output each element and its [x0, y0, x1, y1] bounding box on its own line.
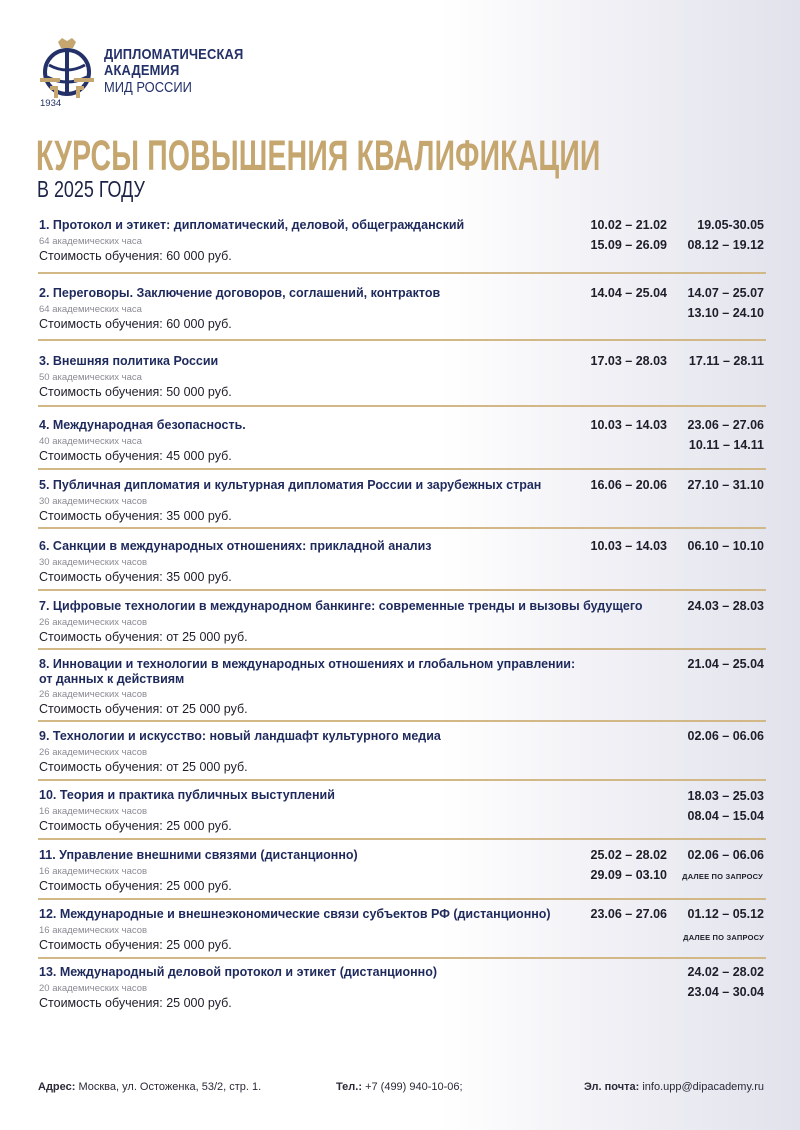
course-date: 18.03 – 25.03 [687, 789, 764, 803]
course-title: 4. Международная безопасность. [39, 418, 246, 432]
course-date: 02.06 – 06.06 [687, 848, 764, 862]
divider [38, 838, 766, 840]
course-price: Стоимость обучения: 35 000 руб. [39, 509, 232, 523]
course-title: 3. Внешняя политика России [39, 354, 219, 368]
page-title: КУРСЫ ПОВЫШЕНИЯ КВАЛИФИКАЦИИ [36, 132, 601, 180]
divider [38, 648, 766, 650]
course-title: 2. Переговоры. Заключение договоров, соглашений, контрактов [39, 286, 441, 300]
course-title: 13. Международный деловой протокол и этикет (дистанционно) [39, 965, 438, 979]
course-hours: 26 академических часов [39, 747, 148, 758]
course-date: 27.10 – 31.10 [687, 478, 764, 492]
course-title: 6. Санкции в международных отношениях: прикладной анализ [39, 539, 432, 553]
course-date: 10.02 – 21.02 [590, 218, 667, 232]
course-price: Стоимость обучения: 25 000 руб. [39, 938, 232, 952]
course-date: 16.06 – 20.06 [590, 478, 667, 492]
divider [38, 779, 766, 781]
course-hours: 30 академических часов [39, 496, 148, 507]
email-label: Эл. почта: [583, 1081, 640, 1093]
course-hours: 16 академических часов [39, 925, 148, 936]
footer-email [584, 1081, 764, 1093]
course-date: 01.12 – 05.12 [687, 907, 764, 921]
course-date: 10.03 – 14.03 [590, 418, 667, 432]
logo-text [104, 47, 266, 96]
course-hours: 26 академических часов [39, 617, 148, 628]
divider [38, 957, 766, 959]
course-date: 10.11 – 14.11 [688, 438, 764, 452]
course-price: Стоимость обучения: 25 000 руб. [39, 879, 232, 893]
course-hours: 40 академических часа [39, 436, 142, 447]
course-date: 23.06 – 27.06 [687, 418, 764, 432]
footer-address [38, 1081, 261, 1093]
divider [38, 589, 766, 591]
divider [38, 898, 766, 900]
course-note: ДАЛЕЕ ПО ЗАПРОСУ [683, 933, 764, 942]
course-date: 13.10 – 24.10 [687, 306, 764, 320]
logo-line-3: МИД РОССИИ [104, 79, 192, 96]
course-date: 10.03 – 14.03 [590, 539, 667, 553]
divider [38, 339, 766, 341]
course-date: 17.11 – 28.11 [688, 354, 764, 368]
page-subtitle: В 2025 ГОДУ [37, 176, 145, 202]
divider [38, 272, 766, 274]
phone-label: Тел.: [336, 1081, 362, 1093]
course-date: 29.09 – 03.10 [590, 868, 667, 882]
course-price: Стоимость обучения: 25 000 руб. [39, 996, 232, 1010]
course-title: 8. Инновации и технологии в международных отношениях и глобальном управлении: [39, 657, 576, 671]
course-date: 06.10 – 10.10 [687, 539, 764, 553]
course-date: 08.12 – 19.12 [687, 238, 764, 252]
course-hours: 16 академических часов [39, 806, 148, 817]
course-price: Стоимость обучения: 60 000 руб. [39, 249, 232, 263]
course-title-line-2: от данных к действиям [39, 672, 185, 686]
divider [38, 468, 766, 470]
course-date: 19.05-30.05 [697, 218, 764, 232]
course-hours: 26 академических часов [39, 689, 148, 700]
course-date: 14.07 – 25.07 [687, 286, 764, 300]
course-date: 24.03 – 28.03 [687, 599, 764, 613]
course-title: 7. Цифровые технологии в международном банкинге: современные тренды и вызовы будущего [39, 599, 643, 613]
course-hours: 64 академических часа [39, 236, 142, 247]
phone-value[interactable]: +7 (499) 940-10-06; [365, 1081, 463, 1093]
divider [38, 405, 766, 407]
course-date: 17.03 – 28.03 [590, 354, 667, 368]
course-hours: 50 академических часа [39, 372, 142, 383]
email-link[interactable]: info.upp@dipacademy.ru [642, 1081, 764, 1093]
course-date: 21.04 – 25.04 [687, 657, 764, 671]
course-title: 9. Технологии и искусство: новый ландшафт культурного медиа [39, 729, 441, 743]
course-price: Стоимость обучения: 60 000 руб. [39, 317, 232, 331]
divider [38, 527, 766, 529]
course-price: Стоимость обучения: от 25 000 руб. [39, 760, 248, 774]
course-title: 1. Протокол и этикет: дипломатический, деловой, общегражданский [39, 218, 465, 232]
course-date: 02.06 – 06.06 [687, 729, 764, 743]
course-price: Стоимость обучения: от 25 000 руб. [39, 630, 248, 644]
course-note: ДАЛЕЕ ПО ЗАПРОСУ [682, 872, 763, 881]
course-date: 23.06 – 27.06 [590, 907, 667, 921]
course-price: Стоимость обучения: 45 000 руб. [39, 449, 232, 463]
course-price: Стоимость обучения: 50 000 руб. [39, 385, 232, 399]
course-price: Стоимость обучения: от 25 000 руб. [39, 702, 248, 716]
course-date: 08.04 – 15.04 [687, 809, 764, 823]
course-title: 11. Управление внешними связями (дистанционно) [39, 848, 358, 862]
course-title: 10. Теория и практика публичных выступлений [39, 788, 335, 802]
course-hours: 30 академических часов [39, 557, 148, 568]
address-value: Москва, ул. Остоженка, 53/2, стр. 1. [78, 1081, 262, 1093]
course-date: 24.02 – 28.02 [687, 965, 764, 979]
course-title: 5. Публичная дипломатия и культурная дипломатия России и зарубежных стран [39, 478, 542, 492]
footer-phone [336, 1081, 463, 1093]
logo-line-2: АКАДЕМИЯ [104, 62, 180, 79]
course-hours: 64 академических часа [39, 304, 142, 315]
course-hours: 16 академических часов [39, 866, 148, 877]
course-date: 25.02 – 28.02 [590, 848, 667, 862]
course-hours: 20 академических часов [39, 983, 148, 994]
divider [38, 720, 766, 722]
logo-year: 1934 [40, 98, 62, 109]
course-date: 14.04 – 25.04 [590, 286, 667, 300]
course-title: 12. Международные и внешнеэкономические связи субъектов РФ (дистанционно) [39, 907, 551, 921]
course-date: 15.09 – 26.09 [590, 238, 667, 252]
course-price: Стоимость обучения: 35 000 руб. [39, 570, 232, 584]
course-date: 23.04 – 30.04 [687, 985, 764, 999]
address-label: Адрес: [38, 1081, 76, 1093]
course-price: Стоимость обучения: 25 000 руб. [39, 819, 232, 833]
logo-line-1: ДИПЛОМАТИЧЕСКАЯ [104, 46, 244, 63]
